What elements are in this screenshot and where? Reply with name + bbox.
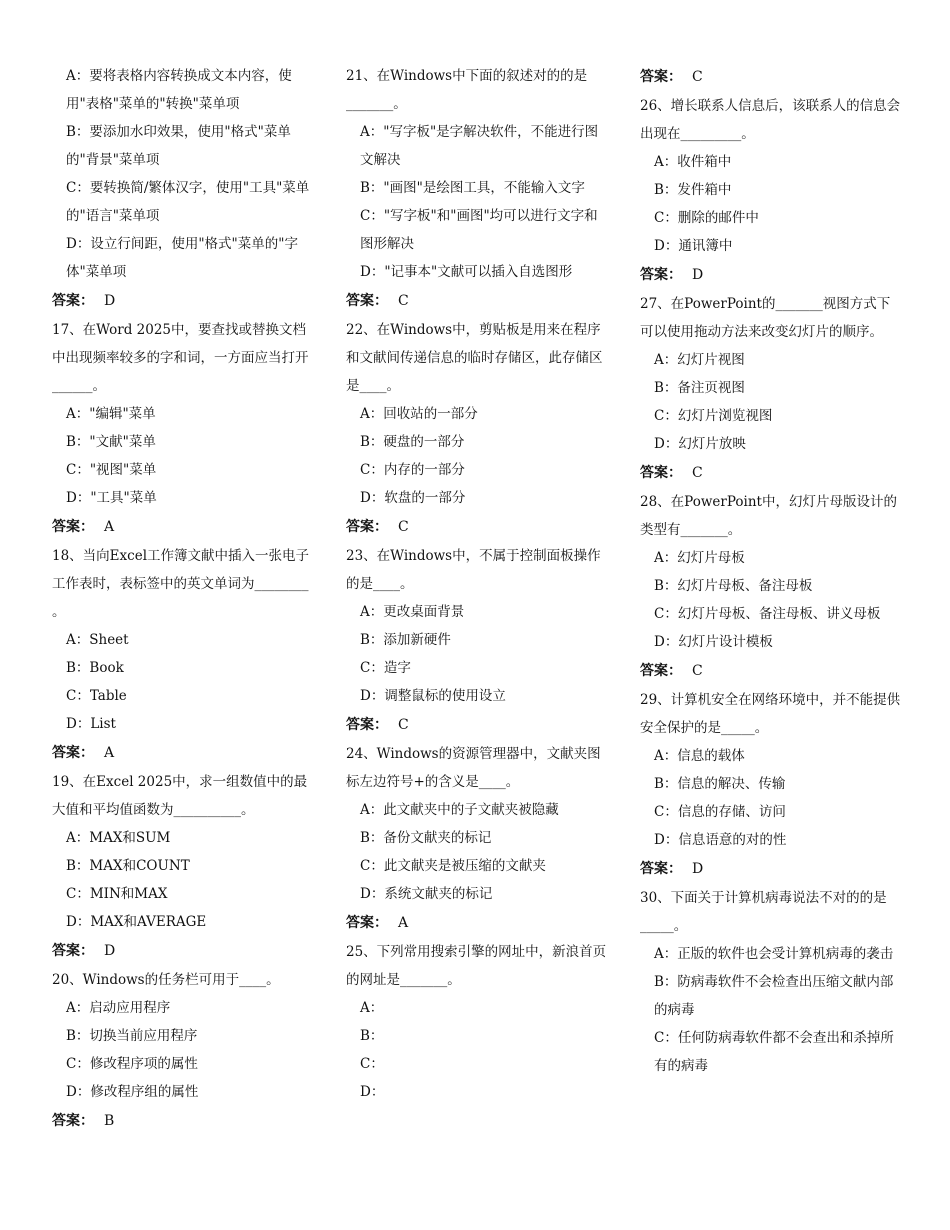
answer-line bbox=[346, 908, 608, 938]
option-text: C：删除的邮件中 bbox=[654, 210, 759, 226]
option-text: C：造字 bbox=[360, 660, 411, 676]
answer-line bbox=[640, 458, 902, 488]
answer-value: C bbox=[692, 465, 703, 481]
option-text: D："记事本"文献可以插入自选图形 bbox=[360, 264, 573, 280]
answer-value: C bbox=[398, 519, 409, 535]
answer-value: D bbox=[104, 943, 116, 959]
answer-value: D bbox=[104, 293, 116, 309]
option-text: D：设立行间距，使用"格式"菜单的"字体"菜单项 bbox=[66, 236, 298, 280]
question-text: 17、在Word 2025中，要查找或替换文档中出现频率较多的字和词，一方面应当打开______。 bbox=[52, 322, 309, 394]
option-text: C：任何防病毒软件都不会查出和杀掉所有的病毒 bbox=[654, 1030, 894, 1074]
option-text: D：通讯簿中 bbox=[654, 238, 733, 254]
option-text: C：信息的存储、访问 bbox=[654, 804, 786, 820]
question-text: 28、在PowerPoint中，幻灯片母版设计的类型有_______。 bbox=[640, 494, 897, 538]
option-text: A：Sheet bbox=[66, 632, 129, 648]
answer-line bbox=[640, 260, 902, 290]
answer-label: 答案： bbox=[52, 943, 94, 959]
question-text: 25、下列常用搜索引擎的网址中，新浪首页的网址是_______。 bbox=[346, 944, 607, 988]
question-text: 27、在PowerPoint的_______视图方式下可以使用拖动方法来改变幻灯片的顺序。 bbox=[640, 296, 891, 340]
answer-value: B bbox=[104, 1113, 115, 1129]
option-text: D：幻灯片放映 bbox=[654, 436, 746, 452]
option-text: A：要将表格内容转换成文本内容，使用"表格"菜单的"转换"菜单项 bbox=[66, 68, 292, 112]
option-text: C：幻灯片浏览视图 bbox=[654, 408, 773, 424]
answer-value: C bbox=[398, 717, 409, 733]
option-text: D：List bbox=[66, 716, 116, 732]
option-text: A：收件箱中 bbox=[654, 154, 732, 170]
answer-line bbox=[346, 710, 608, 740]
option-text: B： bbox=[360, 1028, 384, 1044]
question-text: 22、在Windows中，剪贴板是用来在程序和文献间传递信息的临时存储区，此存储区是____。 bbox=[346, 322, 603, 394]
answer-line bbox=[640, 854, 902, 884]
option-text: C：MIN和MAX bbox=[66, 886, 168, 902]
option-text: A："编辑"菜单 bbox=[66, 406, 156, 422]
answer-label: 答案： bbox=[346, 519, 388, 535]
answer-line bbox=[640, 656, 902, 686]
option-text: B：硬盘的一部分 bbox=[360, 434, 465, 450]
option-text: A：此文献夹中的子文献夹被隐藏 bbox=[360, 802, 559, 818]
answer-line bbox=[52, 1106, 314, 1136]
option-text: C：内存的一部分 bbox=[360, 462, 465, 478]
option-text: C：修改程序项的属性 bbox=[66, 1056, 198, 1072]
option-text: B：MAX和COUNT bbox=[66, 858, 190, 874]
answer-line bbox=[52, 936, 314, 966]
answer-line bbox=[52, 286, 314, 316]
answer-value: A bbox=[398, 915, 409, 931]
option-text: A："写字板"是字解决软件，不能进行图文解决 bbox=[360, 124, 599, 168]
answer-value: C bbox=[398, 293, 409, 309]
option-text: A：MAX和SUM bbox=[66, 830, 171, 846]
answer-label: 答案： bbox=[52, 745, 94, 761]
option-text: D： bbox=[360, 1084, 385, 1100]
option-text: B：防病毒软件不会检查出压缩文献内部的病毒 bbox=[654, 974, 894, 1018]
answer-line bbox=[346, 512, 608, 542]
answer-label: 答案： bbox=[52, 293, 94, 309]
option-text: B："文献"菜单 bbox=[66, 434, 156, 450]
option-text: B：添加新硬件 bbox=[360, 632, 451, 648]
option-text: D："工具"菜单 bbox=[66, 490, 157, 506]
option-text: A：幻灯片视图 bbox=[654, 352, 745, 368]
answer-line bbox=[640, 62, 902, 92]
option-text: A： bbox=[360, 1000, 384, 1016]
question-text: 24、Windows的资源管理器中，文献夹图标左边符号+的含义是____。 bbox=[346, 746, 601, 790]
option-text: B：幻灯片母板、备注母板 bbox=[654, 578, 813, 594]
question-text: 18、当向Excel工作簿文献中插入一张电子工作表时，表标签中的英文单词为________ 。 bbox=[52, 548, 310, 620]
answer-value: A bbox=[104, 519, 115, 535]
answer-label: 答案： bbox=[640, 267, 682, 283]
option-text: B：备份文献夹的标记 bbox=[360, 830, 492, 846]
answer-label: 答案： bbox=[346, 915, 388, 931]
option-text: A：正版的软件也会受计算机病毒的袭击 bbox=[654, 946, 894, 962]
option-text: D：软盘的一部分 bbox=[360, 490, 466, 506]
answer-value: C bbox=[692, 69, 703, 85]
column-1 bbox=[52, 62, 314, 1136]
question-text: 26、增长联系人信息后，该联系人的信息会出现在_________。 bbox=[640, 98, 901, 142]
question-text: 23、在Windows中，不属于控制面板操作的是____。 bbox=[346, 548, 601, 592]
option-text: C： bbox=[360, 1056, 384, 1072]
option-text: D：修改程序组的属性 bbox=[66, 1084, 199, 1100]
answer-line bbox=[52, 738, 314, 768]
option-text: C：要转换简/繁体汉字，使用"工具"菜单的"语言"菜单项 bbox=[66, 180, 310, 224]
option-text: C："写字板"和"画图"均可以进行文字和图形解决 bbox=[360, 208, 598, 252]
question-text: 20、Windows的任务栏可用于____。 bbox=[52, 972, 280, 988]
answer-label: 答案： bbox=[640, 465, 682, 481]
option-text: A：信息的载体 bbox=[654, 748, 745, 764]
option-text: A：更改桌面背景 bbox=[360, 604, 465, 620]
answer-value: D bbox=[692, 267, 704, 283]
answer-value: D bbox=[692, 861, 704, 877]
option-text: A：幻灯片母板 bbox=[654, 550, 745, 566]
option-text: C："视图"菜单 bbox=[66, 462, 157, 478]
answer-label: 答案： bbox=[346, 717, 388, 733]
answer-value: A bbox=[104, 745, 115, 761]
option-text: C：Table bbox=[66, 688, 127, 704]
column-3 bbox=[640, 62, 902, 1080]
option-text: B：备注页视图 bbox=[654, 380, 745, 396]
option-text: B：信息的解决、传输 bbox=[654, 776, 786, 792]
option-text: D：调整鼠标的使用设立 bbox=[360, 688, 506, 704]
answer-line bbox=[346, 286, 608, 316]
question-text: 19、在Excel 2025中，求一组数值中的最大值和平均值函数为__________。 bbox=[52, 774, 308, 818]
answer-line bbox=[52, 512, 314, 542]
answer-label: 答案： bbox=[640, 69, 682, 85]
question-text: 21、在Windows中下面的叙述对的的是_______。 bbox=[346, 68, 588, 112]
answer-label: 答案： bbox=[52, 519, 94, 535]
option-text: B：要添加水印效果，使用"格式"菜单的"背景"菜单项 bbox=[66, 124, 291, 168]
option-text: C：此文献夹是被压缩的文献夹 bbox=[360, 858, 546, 874]
answer-label: 答案： bbox=[346, 293, 388, 309]
answer-value: C bbox=[692, 663, 703, 679]
answer-label: 答案： bbox=[52, 1113, 94, 1129]
option-text: B：Book bbox=[66, 660, 124, 676]
option-text: A：回收站的一部分 bbox=[360, 406, 478, 422]
answer-label: 答案： bbox=[640, 663, 682, 679]
option-text: A：启动应用程序 bbox=[66, 1000, 171, 1016]
option-text: B：发件箱中 bbox=[654, 182, 732, 198]
column-2 bbox=[346, 62, 608, 1106]
option-text: D：系统文献夹的标记 bbox=[360, 886, 493, 902]
option-text: D：信息语意的对的性 bbox=[654, 832, 787, 848]
option-text: B："画图"是绘图工具，不能输入文字 bbox=[360, 180, 585, 196]
option-text: D：幻灯片设计模板 bbox=[654, 634, 773, 650]
answer-label: 答案： bbox=[640, 861, 682, 877]
question-text: 30、下面关于计算机病毒说法不对的的是_____。 bbox=[640, 890, 887, 934]
question-text: 29、计算机安全在网络环境中，并不能提供安全保护的是_____。 bbox=[640, 692, 901, 736]
option-text: B：切换当前应用程序 bbox=[66, 1028, 198, 1044]
option-text: C：幻灯片母板、备注母板、讲义母板 bbox=[654, 606, 881, 622]
option-text: D：MAX和AVERAGE bbox=[66, 914, 207, 930]
